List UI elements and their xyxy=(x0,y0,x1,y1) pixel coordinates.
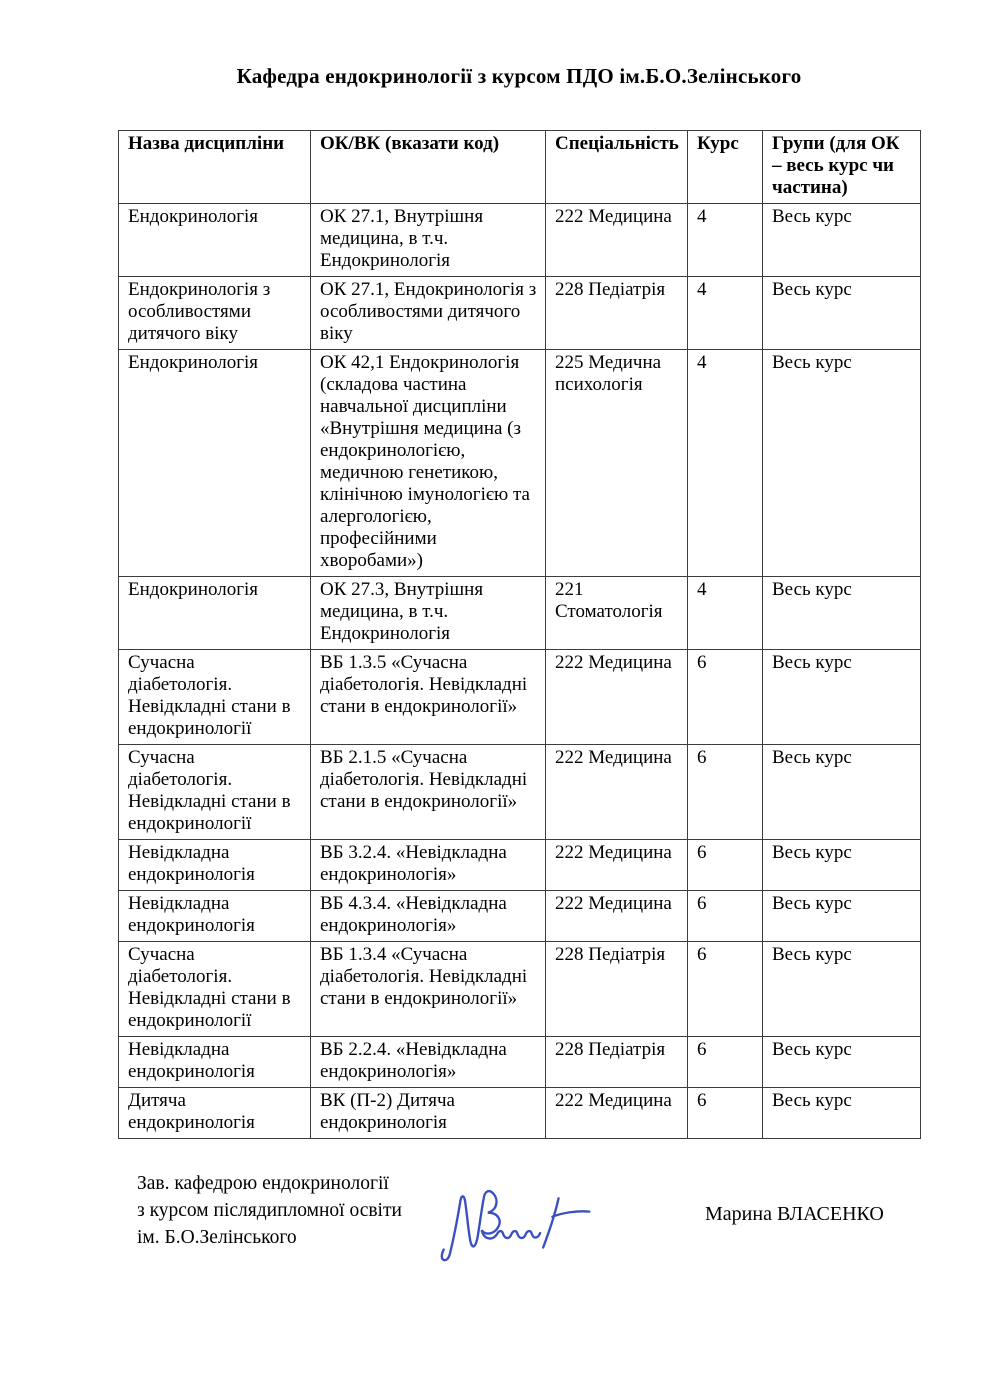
table-cell: ОК 42,1 Ендокринологія (складова частина навчальної дисципліни «Внутрішня медицина (з ендокринологією, медичною генетикою, клінічною імунологією та алергологією, професійними хворобами») xyxy=(311,350,546,577)
table-cell: 6 xyxy=(688,745,763,840)
table-header-row xyxy=(119,131,921,204)
table-cell: ВБ 1.3.5 «Сучасна діабетологія. Невідкладні стани в ендокринології» xyxy=(311,650,546,745)
table-cell: ВБ 1.3.4 «Сучасна діабетологія. Невідкладні стани в ендокринології» xyxy=(311,942,546,1037)
table-cell: Весь курс xyxy=(763,1037,921,1088)
table-row xyxy=(119,650,921,745)
table-row xyxy=(119,277,921,350)
table-cell: ВБ 2.2.4. «Невідкладна ендокринологія» xyxy=(311,1037,546,1088)
table-cell: Весь курс xyxy=(763,650,921,745)
signature-stroke-initials xyxy=(442,1191,540,1260)
table-row xyxy=(119,840,921,891)
column-header-groups: Групи (для ОК – весь курс чи частина) xyxy=(763,131,921,204)
table-cell: Весь курс xyxy=(763,891,921,942)
disciplines-table xyxy=(118,130,921,1139)
column-header-code: ОК/ВК (вказати код) xyxy=(311,131,546,204)
column-header-course: Курс xyxy=(688,131,763,204)
table-cell: 4 xyxy=(688,204,763,277)
table-cell: Весь курс xyxy=(763,204,921,277)
table-cell: Дитяча ендокринологія xyxy=(119,1088,311,1139)
table-cell: Невідкладна ендокринологія xyxy=(119,891,311,942)
table-row xyxy=(119,745,921,840)
table-cell: 6 xyxy=(688,891,763,942)
table-cell: Ендокринологія з особливостями дитячого віку xyxy=(119,277,311,350)
table-cell: Невідкладна ендокринологія xyxy=(119,840,311,891)
table-header xyxy=(119,131,921,204)
table-row xyxy=(119,350,921,577)
table-body xyxy=(119,204,921,1139)
page-title: Кафедра ендокринології з курсом ПДО ім.Б.О.Зелінського xyxy=(236,64,802,88)
table-row xyxy=(119,891,921,942)
column-header-specialty: Спеціальність xyxy=(546,131,688,204)
table-cell: ОК 27.1, Ендокринологія з особливостями дитячого віку xyxy=(311,277,546,350)
column-header-discipline: Назва дисципліни xyxy=(119,131,311,204)
table-cell: Весь курс xyxy=(763,840,921,891)
table-cell: 228 Педіатрія xyxy=(546,942,688,1037)
table-cell: Весь курс xyxy=(763,277,921,350)
signatory-title-block xyxy=(137,1170,402,1251)
signatory-title-line: з курсом післядипломної освіти xyxy=(137,1200,402,1221)
table-cell: 222 Медицина xyxy=(546,204,688,277)
signatory-name: Марина ВЛАСЕНКО xyxy=(705,1203,884,1225)
table-cell: Сучасна діабетологія. Невідкладні стани в ендокринології xyxy=(119,650,311,745)
table-cell: ОК 27.1, Внутрішня медицина, в т.ч. Ендокринологія xyxy=(311,204,546,277)
table-cell: 6 xyxy=(688,840,763,891)
table-cell: Весь курс xyxy=(763,577,921,650)
table-cell: ВК (П-2) Дитяча ендокринологія xyxy=(311,1088,546,1139)
table-cell: 222 Медицина xyxy=(546,840,688,891)
table-cell: 4 xyxy=(688,277,763,350)
table-cell: Весь курс xyxy=(763,745,921,840)
table-cell: 222 Медицина xyxy=(546,891,688,942)
signatory-title-line: ім. Б.О.Зелінського xyxy=(137,1227,297,1248)
table-row xyxy=(119,1037,921,1088)
signature xyxy=(433,1186,598,1268)
table-cell: 6 xyxy=(688,1037,763,1088)
table-cell: 6 xyxy=(688,650,763,745)
table-row xyxy=(119,577,921,650)
table-cell: ВБ 2.1.5 «Сучасна діабетологія. Невідкладні стани в ендокринології» xyxy=(311,745,546,840)
table-cell: 4 xyxy=(688,350,763,577)
table-cell: Ендокринологія xyxy=(119,350,311,577)
table-row xyxy=(119,942,921,1037)
signature-stroke-bar xyxy=(552,1211,589,1216)
table-cell: Сучасна діабетологія. Невідкладні стани в ендокринології xyxy=(119,745,311,840)
table-cell: 228 Педіатрія xyxy=(546,1037,688,1088)
table-cell: Весь курс xyxy=(763,1088,921,1139)
table-cell: 6 xyxy=(688,942,763,1037)
table-cell: ВБ 3.2.4. «Невідкладна ендокринологія» xyxy=(311,840,546,891)
table-row xyxy=(119,204,921,277)
signature-stroke-slash xyxy=(543,1198,558,1247)
table-cell: Невідкладна ендокринологія xyxy=(119,1037,311,1088)
table-cell: 221 Стоматологія xyxy=(546,577,688,650)
table-cell: Весь курс xyxy=(763,942,921,1037)
signatory-title-line: Зав. кафедрою ендокринології xyxy=(137,1173,389,1194)
table-cell: Сучасна діабетологія. Невідкладні стани в ендокринології xyxy=(119,942,311,1037)
table-cell: 225 Медична психологія xyxy=(546,350,688,577)
table-cell: 228 Педіатрія xyxy=(546,277,688,350)
table-cell: Ендокринологія xyxy=(119,577,311,650)
table-cell: ВБ 4.3.4. «Невідкладна ендокринологія» xyxy=(311,891,546,942)
table-cell: 6 xyxy=(688,1088,763,1139)
table-cell: ОК 27.3, Внутрішня медицина, в т.ч. Ендокринологія xyxy=(311,577,546,650)
table-cell: 222 Медицина xyxy=(546,1088,688,1139)
table-cell: 222 Медицина xyxy=(546,745,688,840)
table-cell: Ендокринологія xyxy=(119,204,311,277)
table-cell: 4 xyxy=(688,577,763,650)
table-row xyxy=(119,1088,921,1139)
table-cell: Весь курс xyxy=(763,350,921,577)
table-cell: 222 Медицина xyxy=(546,650,688,745)
